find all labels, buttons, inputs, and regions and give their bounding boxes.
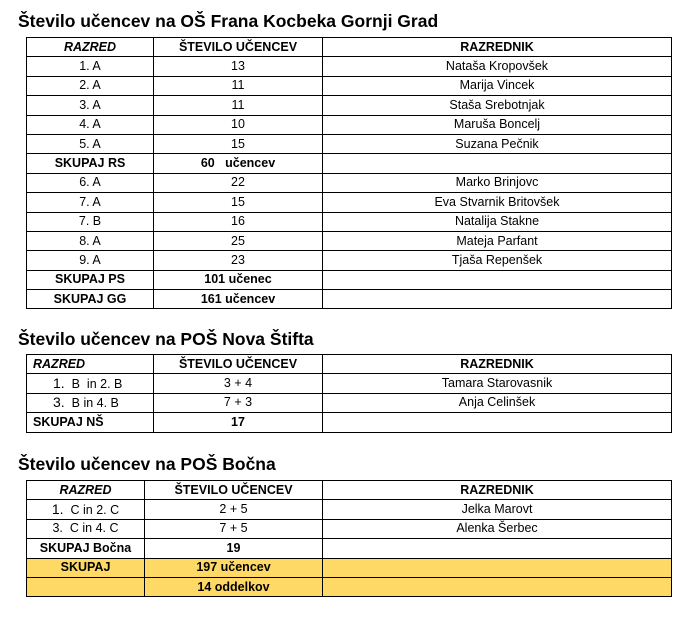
cell-razred-text: B in 4. B — [71, 395, 119, 410]
table-row — [27, 173, 672, 192]
header-stevilo: ŠTEVILO UČENCEV — [145, 481, 323, 500]
cell-stevilo: 161 učencev — [154, 290, 323, 309]
cell-stevilo: 13 — [154, 57, 323, 76]
cell-razrednik — [323, 154, 672, 173]
cell-razrednik: Mateja Parfant — [323, 231, 672, 250]
cell-razrednik: Anja Celinšek — [323, 393, 672, 412]
total-row — [27, 539, 672, 558]
cell-razred: 1. A — [27, 57, 154, 76]
cell-razred: 3. A — [27, 96, 154, 115]
cell-stevilo: 17 — [154, 413, 323, 432]
cell-razred: 5. A — [27, 134, 154, 153]
table-row — [27, 76, 672, 95]
header-razrednik: RAZREDNIK — [323, 38, 672, 57]
cell-razrednik: Suzana Pečnik — [323, 134, 672, 153]
table-row — [27, 231, 672, 250]
cell-stevilo: 10 — [154, 115, 323, 134]
cell-razrednik: Jelka Marovt — [323, 500, 672, 519]
cell-stevilo: 11 — [154, 96, 323, 115]
cell-razrednik: Alenka Šerbec — [323, 519, 672, 538]
cell-razrednik: Marija Vincek — [323, 76, 672, 95]
cell-razred — [27, 393, 154, 412]
cell-razrednik — [323, 539, 672, 558]
grand-total-classes: 14 oddelkov — [145, 577, 323, 596]
cell-razred-text: B in 2. B — [71, 376, 123, 391]
table-row — [27, 519, 672, 538]
header-razred: RAZRED — [27, 38, 154, 57]
cell-stevilo: 60 učencev — [154, 154, 323, 173]
table-row — [27, 115, 672, 134]
cell-razred-num: 1. — [53, 374, 65, 391]
cell-stevilo: 19 — [145, 539, 323, 558]
cell-razrednik: Natalija Stakne — [323, 212, 672, 231]
header-razred: RAZRED — [27, 481, 145, 500]
cell-razred-text: C in 4. C — [69, 521, 119, 536]
cell-stevilo: 3 + 4 — [154, 374, 323, 393]
cell-stevilo: 16 — [154, 212, 323, 231]
grand-total-classes-row — [27, 577, 672, 596]
grand-total-empty — [323, 558, 672, 577]
cell-razred: 4. A — [27, 115, 154, 134]
section3-title: Število učencev na POŠ Bočna — [18, 454, 276, 474]
cell-razred — [27, 374, 154, 393]
cell-razred: 8. A — [27, 231, 154, 250]
cell-razred-text: C in 2. C — [70, 502, 120, 517]
table-row — [27, 57, 672, 76]
cell-stevilo: 23 — [154, 251, 323, 270]
table-row — [27, 393, 672, 412]
grand-total-label: SKUPAJ — [27, 558, 145, 577]
cell-razrednik: Marko Brinjovc — [323, 173, 672, 192]
cell-razred — [27, 500, 145, 519]
table-row — [27, 374, 672, 393]
cell-stevilo: 15 — [154, 134, 323, 153]
header-stevilo: ŠTEVILO UČENCEV — [154, 355, 323, 374]
cell-razred: 7. A — [27, 193, 154, 212]
section1-table — [26, 37, 672, 309]
total-row — [27, 413, 672, 432]
grand-total-row — [27, 558, 672, 577]
cell-stevilo: 7 + 5 — [145, 519, 323, 538]
table-row — [27, 96, 672, 115]
grand-total-empty — [323, 577, 672, 596]
cell-razred-num: 1. — [51, 500, 64, 517]
total-row — [27, 290, 672, 309]
section2-table — [26, 354, 672, 433]
cell-stevilo: 25 — [154, 231, 323, 250]
cell-razred: SKUPAJ PS — [27, 270, 154, 289]
cell-stevilo: 22 — [154, 173, 323, 192]
cell-razrednik: Eva Stvarnik Britovšek — [323, 193, 672, 212]
table-row — [27, 500, 672, 519]
table-row — [27, 134, 672, 153]
section3-table — [26, 480, 672, 597]
cell-stevilo: 7 + 3 — [154, 393, 323, 412]
table-header-row — [27, 355, 672, 374]
header-razred: RAZRED — [27, 355, 154, 374]
cell-razrednik: Tamara Starovasnik — [323, 374, 672, 393]
grand-total-students: 197 učencev — [145, 558, 323, 577]
cell-razred: 2. A — [27, 76, 154, 95]
cell-razred: 6. A — [27, 173, 154, 192]
cell-stevilo: 11 — [154, 76, 323, 95]
cell-razrednik — [323, 413, 672, 432]
table-header-row — [27, 481, 672, 500]
cell-razrednik: Tjaša Repenšek — [323, 251, 672, 270]
cell-stevilo: 101 učenec — [154, 270, 323, 289]
cell-razred: 9. A — [27, 251, 154, 270]
cell-razred: SKUPAJ GG — [27, 290, 154, 309]
cell-razrednik — [323, 290, 672, 309]
cell-razrednik: Nataša Kropovšek — [323, 57, 672, 76]
cell-stevilo: 15 — [154, 193, 323, 212]
cell-razred — [27, 519, 145, 538]
table-header-row — [27, 38, 672, 57]
table-row — [27, 212, 672, 231]
cell-razrednik — [323, 270, 672, 289]
cell-razred-num: 3. — [53, 393, 65, 410]
cell-razred: 7. B — [27, 212, 154, 231]
grand-total-empty — [27, 577, 145, 596]
header-razrednik: RAZREDNIK — [323, 481, 672, 500]
cell-razrednik: Maruša Boncelj — [323, 115, 672, 134]
header-stevilo: ŠTEVILO UČENCEV — [154, 38, 323, 57]
table-row — [27, 193, 672, 212]
cell-razred-num: 3. — [52, 521, 63, 536]
header-razrednik: RAZREDNIK — [323, 355, 672, 374]
section2-title: Število učencev na POŠ Nova Štifta — [18, 329, 314, 349]
cell-razrednik: Staša Srebotnjak — [323, 96, 672, 115]
section1-title: Število učencev na OŠ Frana Kocbeka Gornji Grad — [18, 11, 439, 31]
subtotal-row — [27, 154, 672, 173]
cell-razred: SKUPAJ NŠ — [27, 413, 154, 432]
cell-razred: SKUPAJ RS — [27, 154, 154, 173]
cell-stevilo: 2 + 5 — [145, 500, 323, 519]
subtotal-row — [27, 270, 672, 289]
table-row — [27, 251, 672, 270]
cell-razred: SKUPAJ Bočna — [27, 539, 145, 558]
